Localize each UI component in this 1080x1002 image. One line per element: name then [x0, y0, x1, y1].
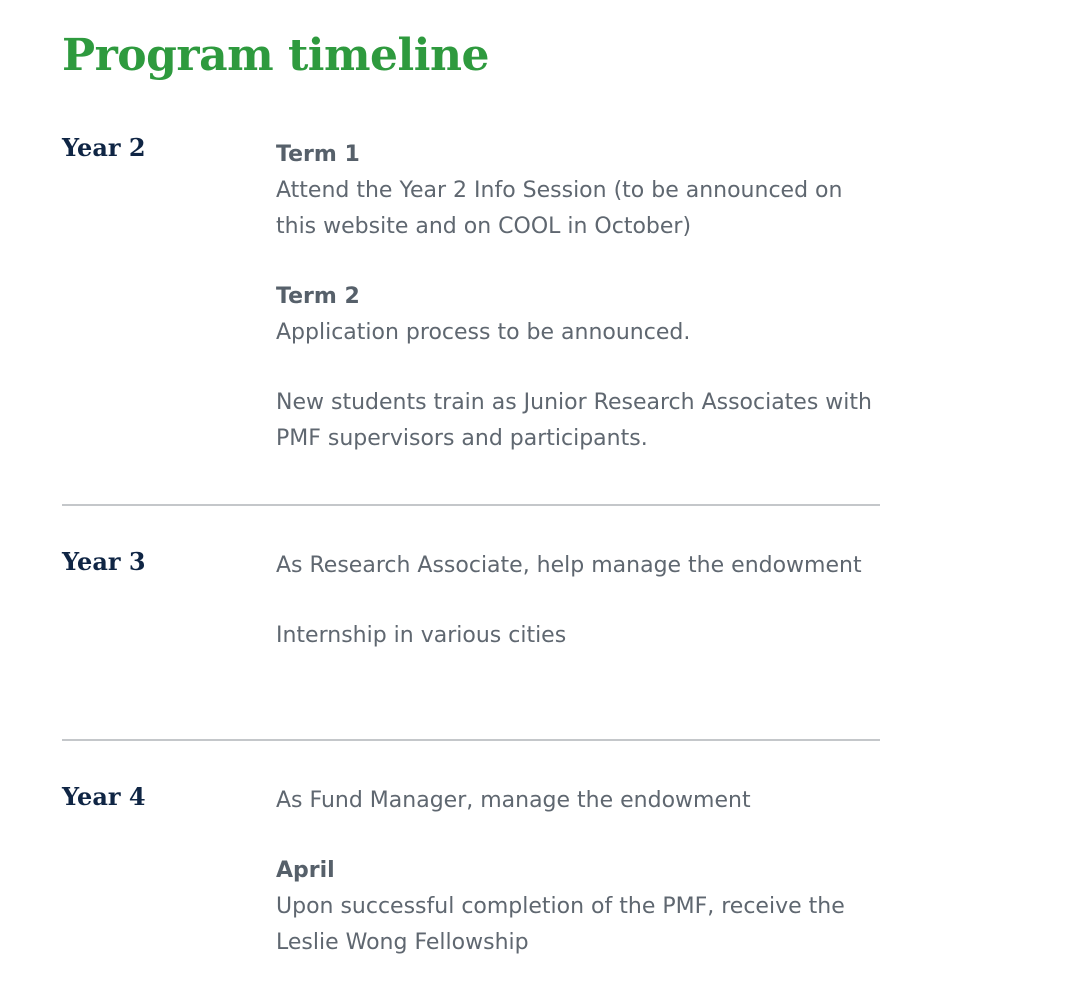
timeline-text: As Fund Manager, manage the endowment — [276, 788, 751, 813]
term-heading: April — [276, 858, 335, 883]
section-divider — [62, 739, 880, 741]
timeline-text: As Research Associate, help manage the endowment — [276, 553, 862, 578]
year-label: Year 4 — [62, 782, 146, 811]
year-3-content — [276, 548, 880, 654]
term-1-block — [276, 137, 880, 245]
term-heading: Term 1 — [276, 142, 360, 167]
timeline-text-block — [276, 385, 880, 457]
year-label: Year 3 — [62, 547, 146, 576]
year-2-content — [276, 137, 880, 457]
timeline-text: Internship in various cities — [276, 623, 567, 648]
term-2-block — [276, 279, 880, 351]
timeline-text-block — [276, 618, 880, 654]
term-text: Application process to be announced. — [276, 320, 691, 345]
timeline-text: New students train as Junior Research Associates with PMF supervisors and participants. — [276, 390, 872, 451]
section-divider — [62, 504, 880, 506]
timeline-text-block — [276, 783, 880, 819]
year-label: Year 2 — [62, 133, 146, 162]
term-text: Upon successful completion of the PMF, receive the Leslie Wong Fellowship — [276, 894, 845, 955]
term-heading: Term 2 — [276, 284, 360, 309]
april-block — [276, 853, 880, 961]
timeline-text-block — [276, 548, 880, 584]
page-title: Program timeline — [62, 30, 489, 81]
term-text: Attend the Year 2 Info Session (to be announced on this website and on COOL in October) — [276, 178, 843, 239]
year-4-content — [276, 783, 880, 961]
